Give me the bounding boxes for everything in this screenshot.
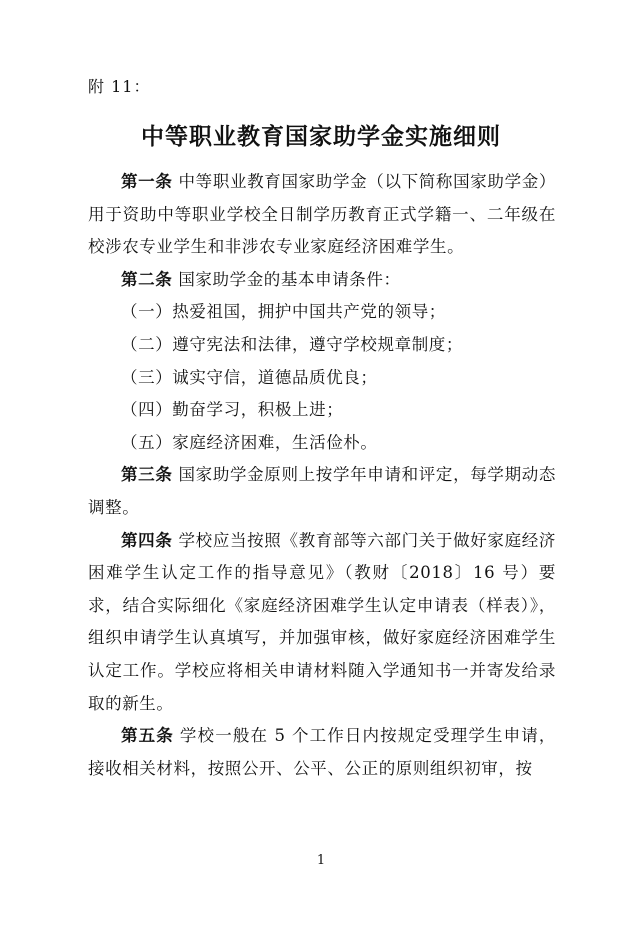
- article-3-text: 国家助学金原则上按学年申请和评定，每学期动态调整。: [88, 465, 556, 517]
- article-5-label: 第五条: [121, 726, 174, 746]
- article-1-text: 中等职业教育国家助学金（以下简称国家助学金）用于资助中等职业学校全日制学历教育正式学籍一、二年级在校涉农专业学生和非涉农专业家庭经济困难学生。: [88, 172, 556, 257]
- article-2-text: 国家助学金的基本申请条件：: [178, 269, 401, 289]
- article-5: [88, 720, 556, 785]
- article-4: [88, 525, 556, 721]
- article-2-item-5: （五）家庭经济困难，生活俭朴。: [121, 432, 378, 452]
- article-3: [88, 459, 556, 524]
- document-title: 中等职业教育国家助学金实施细则: [141, 123, 501, 150]
- article-4-text: 学校应当按照《教育部等六部门关于做好家庭经济困难学生认定工作的指导意见》（教财〔2018〕16 号）要求，结合实际细化《家庭经济困难学生认定申请表（样表）》，组织申请学生认真填写，并加强审核，做好家庭经济困难学生认定工作。学校应将相关申请材料随入学通知书一并寄发给录取的新生。: [88, 530, 556, 713]
- document-body: [88, 166, 556, 785]
- article-1: [88, 166, 556, 264]
- article-1-label: 第一条: [121, 172, 173, 191]
- article-2: [88, 264, 556, 297]
- article-2-label: 第二条: [121, 269, 173, 289]
- article-2-item-1: （一）热爱祖国，拥护中国共产党的领导；: [121, 302, 446, 322]
- attachment-label: 附 11：: [88, 77, 151, 96]
- article-4-label: 第四条: [121, 530, 173, 550]
- article-3-label: 第三条: [121, 465, 173, 485]
- article-2-item-3: （三）诚实守信，道德品质优良；: [121, 367, 378, 387]
- article-2-item-4: （四）勤奋学习，积极上进；: [121, 400, 344, 420]
- article-2-item-2: （二）遵守宪法和法律，遵守学校规章制度；: [121, 334, 463, 354]
- article-5-text: 学校一般在 5 个工作日内按规定受理学生申请，接收相关材料，按照公开、公平、公正的原则组织初审，按: [88, 726, 556, 778]
- page-number: 1: [316, 853, 326, 868]
